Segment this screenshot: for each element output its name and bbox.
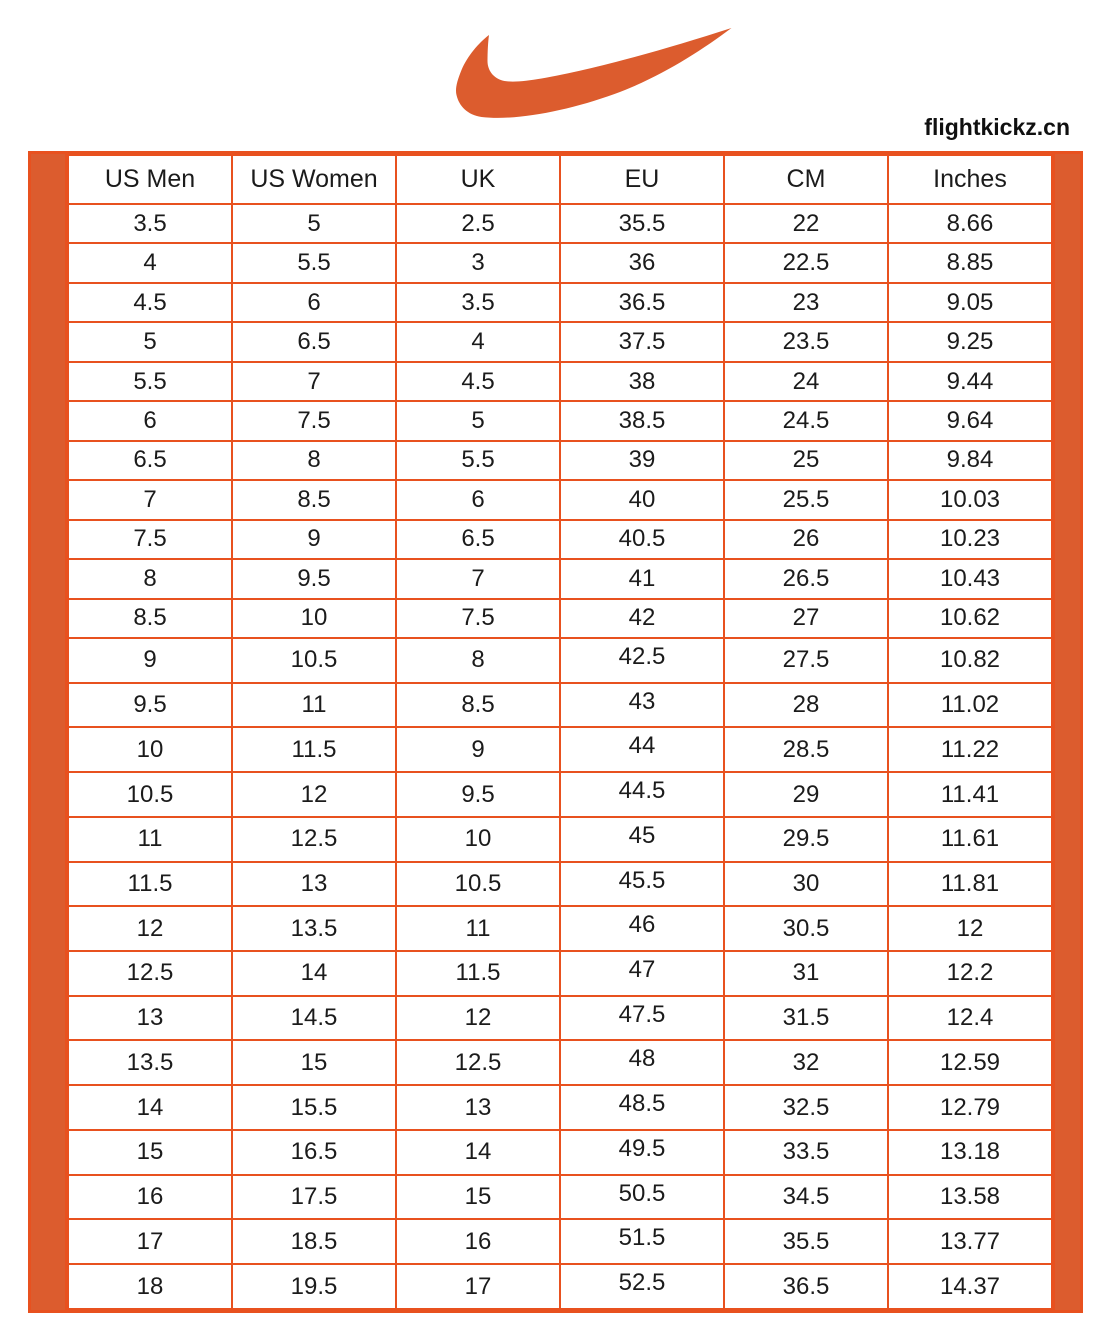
- table-cell: 14.37: [888, 1264, 1052, 1309]
- table-row: [68, 1040, 1052, 1085]
- table-cell: 14.5: [232, 996, 396, 1041]
- table-cell: 31: [724, 951, 888, 996]
- table-cell: 45.5: [560, 862, 724, 907]
- table-cell: 15: [68, 1130, 232, 1175]
- table-cell: 10: [232, 599, 396, 638]
- table-cell: 38: [560, 362, 724, 401]
- table-cell: 11.5: [232, 727, 396, 772]
- table-cell: 9.5: [396, 772, 560, 817]
- table-cell: 29: [724, 772, 888, 817]
- table-cell: 18.5: [232, 1219, 396, 1264]
- table-cell: 7: [396, 559, 560, 598]
- table-cell: 44: [560, 727, 724, 772]
- table-cell: 47.5: [560, 996, 724, 1041]
- table-cell: 5: [396, 401, 560, 440]
- table-cell: 15: [232, 1040, 396, 1085]
- table-row: [68, 243, 1052, 282]
- table-row: [68, 1085, 1052, 1130]
- table-cell: 10.03: [888, 480, 1052, 519]
- table-cell: 11.41: [888, 772, 1052, 817]
- table-row: [68, 906, 1052, 951]
- table-cell: 8: [232, 441, 396, 480]
- table-cell: 13.5: [232, 906, 396, 951]
- column-header: EU: [560, 155, 724, 204]
- table-cell: 6.5: [396, 520, 560, 559]
- table-cell: 32: [724, 1040, 888, 1085]
- table-cell: 38.5: [560, 401, 724, 440]
- table-row: [68, 727, 1052, 772]
- table-cell: 15: [396, 1175, 560, 1220]
- table-cell: 39: [560, 441, 724, 480]
- table-cell: 13.18: [888, 1130, 1052, 1175]
- table-row: [68, 1130, 1052, 1175]
- table-row: [68, 683, 1052, 728]
- table-cell: 5: [232, 204, 396, 243]
- table-cell: 11.22: [888, 727, 1052, 772]
- table-cell: 22.5: [724, 243, 888, 282]
- table-row: [68, 1264, 1052, 1309]
- table-cell: 48.5: [560, 1085, 724, 1130]
- table-row: [68, 441, 1052, 480]
- table-cell: 30: [724, 862, 888, 907]
- table-cell: 11.81: [888, 862, 1052, 907]
- table-cell: 10.23: [888, 520, 1052, 559]
- table-cell: 10.43: [888, 559, 1052, 598]
- table-cell: 16: [68, 1175, 232, 1220]
- table-cell: 45: [560, 817, 724, 862]
- table-cell: 28.5: [724, 727, 888, 772]
- table-cell: 14: [68, 1085, 232, 1130]
- table-cell: 28: [724, 683, 888, 728]
- table-cell: 13: [396, 1085, 560, 1130]
- table-row: [68, 401, 1052, 440]
- nike-swoosh-logo: [451, 27, 733, 120]
- table-cell: 8.5: [396, 683, 560, 728]
- table-cell: 11.02: [888, 683, 1052, 728]
- table-cell: 10.82: [888, 638, 1052, 683]
- table-row: [68, 996, 1052, 1041]
- table-cell: 13: [232, 862, 396, 907]
- table-cell: 3.5: [68, 204, 232, 243]
- column-header: Inches: [888, 155, 1052, 204]
- table-cell: 13.58: [888, 1175, 1052, 1220]
- table-cell: 12.5: [232, 817, 396, 862]
- table-cell: 11.5: [68, 862, 232, 907]
- table-cell: 8.5: [68, 599, 232, 638]
- left-accent-bar: [31, 154, 67, 1310]
- table-row: [68, 599, 1052, 638]
- table-cell: 10: [68, 727, 232, 772]
- table-cell: 46: [560, 906, 724, 951]
- table-cell: 7: [232, 362, 396, 401]
- table-cell: 52.5: [560, 1264, 724, 1309]
- table-cell: 27.5: [724, 638, 888, 683]
- table-cell: 33.5: [724, 1130, 888, 1175]
- table-cell: 10.5: [396, 862, 560, 907]
- table-cell: 12: [232, 772, 396, 817]
- column-header: UK: [396, 155, 560, 204]
- table-cell: 12.4: [888, 996, 1052, 1041]
- table-cell: 16.5: [232, 1130, 396, 1175]
- table-cell: 9.05: [888, 283, 1052, 322]
- table-cell: 12: [888, 906, 1052, 951]
- table-cell: 7.5: [396, 599, 560, 638]
- table-row: [68, 559, 1052, 598]
- table-cell: 8.85: [888, 243, 1052, 282]
- table-cell: 18: [68, 1264, 232, 1309]
- table-cell: 3: [396, 243, 560, 282]
- table-cell: 49.5: [560, 1130, 724, 1175]
- table-cell: 24.5: [724, 401, 888, 440]
- table-cell: 7.5: [232, 401, 396, 440]
- table-cell: 12.79: [888, 1085, 1052, 1130]
- table-cell: 5.5: [68, 362, 232, 401]
- table-cell: 35.5: [724, 1219, 888, 1264]
- table-cell: 9.64: [888, 401, 1052, 440]
- table-cell: 7: [68, 480, 232, 519]
- table-cell: 25.5: [724, 480, 888, 519]
- column-header: US Men: [68, 155, 232, 204]
- table-cell: 40: [560, 480, 724, 519]
- table-cell: 6: [396, 480, 560, 519]
- table-cell: 12.5: [68, 951, 232, 996]
- table-cell: 17: [396, 1264, 560, 1309]
- table-row: [68, 1219, 1052, 1264]
- table-cell: 13.77: [888, 1219, 1052, 1264]
- table-cell: 48: [560, 1040, 724, 1085]
- table-cell: 14: [232, 951, 396, 996]
- table-cell: 12: [396, 996, 560, 1041]
- table-cell: 42.5: [560, 638, 724, 683]
- column-header: US Women: [232, 155, 396, 204]
- table-cell: 9: [396, 727, 560, 772]
- right-accent-bar: [1053, 154, 1080, 1310]
- table-cell: 26: [724, 520, 888, 559]
- table-cell: 4: [396, 322, 560, 361]
- table-row: [68, 862, 1052, 907]
- table-cell: 12.5: [396, 1040, 560, 1085]
- table-cell: 9.44: [888, 362, 1052, 401]
- table-row: [68, 204, 1052, 243]
- table-cell: 11: [68, 817, 232, 862]
- table-cell: 9.25: [888, 322, 1052, 361]
- table-cell: 2.5: [396, 204, 560, 243]
- table-cell: 5.5: [232, 243, 396, 282]
- table-cell: 51.5: [560, 1219, 724, 1264]
- table-cell: 40.5: [560, 520, 724, 559]
- table-cell: 10: [396, 817, 560, 862]
- table-row: [68, 520, 1052, 559]
- table-cell: 7.5: [68, 520, 232, 559]
- table-row: [68, 322, 1052, 361]
- table-cell: 17.5: [232, 1175, 396, 1220]
- swoosh-icon: [451, 27, 733, 120]
- table-cell: 8.66: [888, 204, 1052, 243]
- table-cell: 35.5: [560, 204, 724, 243]
- header-row: [68, 155, 1052, 204]
- table-cell: 5.5: [396, 441, 560, 480]
- table-cell: 8: [396, 638, 560, 683]
- table-cell: 36: [560, 243, 724, 282]
- table-cell: 19.5: [232, 1264, 396, 1309]
- table-cell: 11: [396, 906, 560, 951]
- table-cell: 37.5: [560, 322, 724, 361]
- table-cell: 6: [232, 283, 396, 322]
- table-header: [68, 155, 1052, 204]
- table-row: [68, 362, 1052, 401]
- table-cell: 9: [232, 520, 396, 559]
- table-cell: 50.5: [560, 1175, 724, 1220]
- table-cell: 4: [68, 243, 232, 282]
- table-cell: 32.5: [724, 1085, 888, 1130]
- table-cell: 17: [68, 1219, 232, 1264]
- table-cell: 41: [560, 559, 724, 598]
- table-cell: 10.62: [888, 599, 1052, 638]
- table-cell: 27: [724, 599, 888, 638]
- table-row: [68, 817, 1052, 862]
- table-cell: 8.5: [232, 480, 396, 519]
- table-cell: 24: [724, 362, 888, 401]
- table-cell: 4.5: [396, 362, 560, 401]
- table-cell: 13: [68, 996, 232, 1041]
- column-header: CM: [724, 155, 888, 204]
- table-cell: 5: [68, 322, 232, 361]
- table-cell: 12.59: [888, 1040, 1052, 1085]
- table-cell: 9.84: [888, 441, 1052, 480]
- table-cell: 34.5: [724, 1175, 888, 1220]
- table-cell: 12: [68, 906, 232, 951]
- table-cell: 11.5: [396, 951, 560, 996]
- table-cell: 6: [68, 401, 232, 440]
- size-table: [67, 154, 1053, 1310]
- table-cell: 44.5: [560, 772, 724, 817]
- table-cell: 6.5: [232, 322, 396, 361]
- table-cell: 10.5: [68, 772, 232, 817]
- table-cell: 9.5: [232, 559, 396, 598]
- table-cell: 14: [396, 1130, 560, 1175]
- table-cell: 26.5: [724, 559, 888, 598]
- table-row: [68, 283, 1052, 322]
- table-row: [68, 638, 1052, 683]
- table-cell: 25: [724, 441, 888, 480]
- table-body: [68, 204, 1052, 1309]
- table-cell: 10.5: [232, 638, 396, 683]
- table-cell: 13.5: [68, 1040, 232, 1085]
- table-cell: 3.5: [396, 283, 560, 322]
- table-cell: 36.5: [560, 283, 724, 322]
- table-cell: 42: [560, 599, 724, 638]
- size-conversion-table: [28, 151, 1083, 1313]
- table-cell: 11: [232, 683, 396, 728]
- table-row: [68, 1175, 1052, 1220]
- table-cell: 23.5: [724, 322, 888, 361]
- table-cell: 29.5: [724, 817, 888, 862]
- table-cell: 15.5: [232, 1085, 396, 1130]
- table-cell: 36.5: [724, 1264, 888, 1309]
- table-cell: 9.5: [68, 683, 232, 728]
- table-cell: 31.5: [724, 996, 888, 1041]
- site-watermark: flightkickz.cn: [924, 114, 1070, 140]
- table-cell: 11.61: [888, 817, 1052, 862]
- table-row: [68, 951, 1052, 996]
- table-row: [68, 480, 1052, 519]
- table-cell: 23: [724, 283, 888, 322]
- table-row: [68, 772, 1052, 817]
- table-cell: 47: [560, 951, 724, 996]
- table-cell: 6.5: [68, 441, 232, 480]
- table-cell: 9: [68, 638, 232, 683]
- table-cell: 22: [724, 204, 888, 243]
- table-cell: 43: [560, 683, 724, 728]
- table-cell: 12.2: [888, 951, 1052, 996]
- table-cell: 16: [396, 1219, 560, 1264]
- table-cell: 30.5: [724, 906, 888, 951]
- table-cell: 8: [68, 559, 232, 598]
- table-cell: 4.5: [68, 283, 232, 322]
